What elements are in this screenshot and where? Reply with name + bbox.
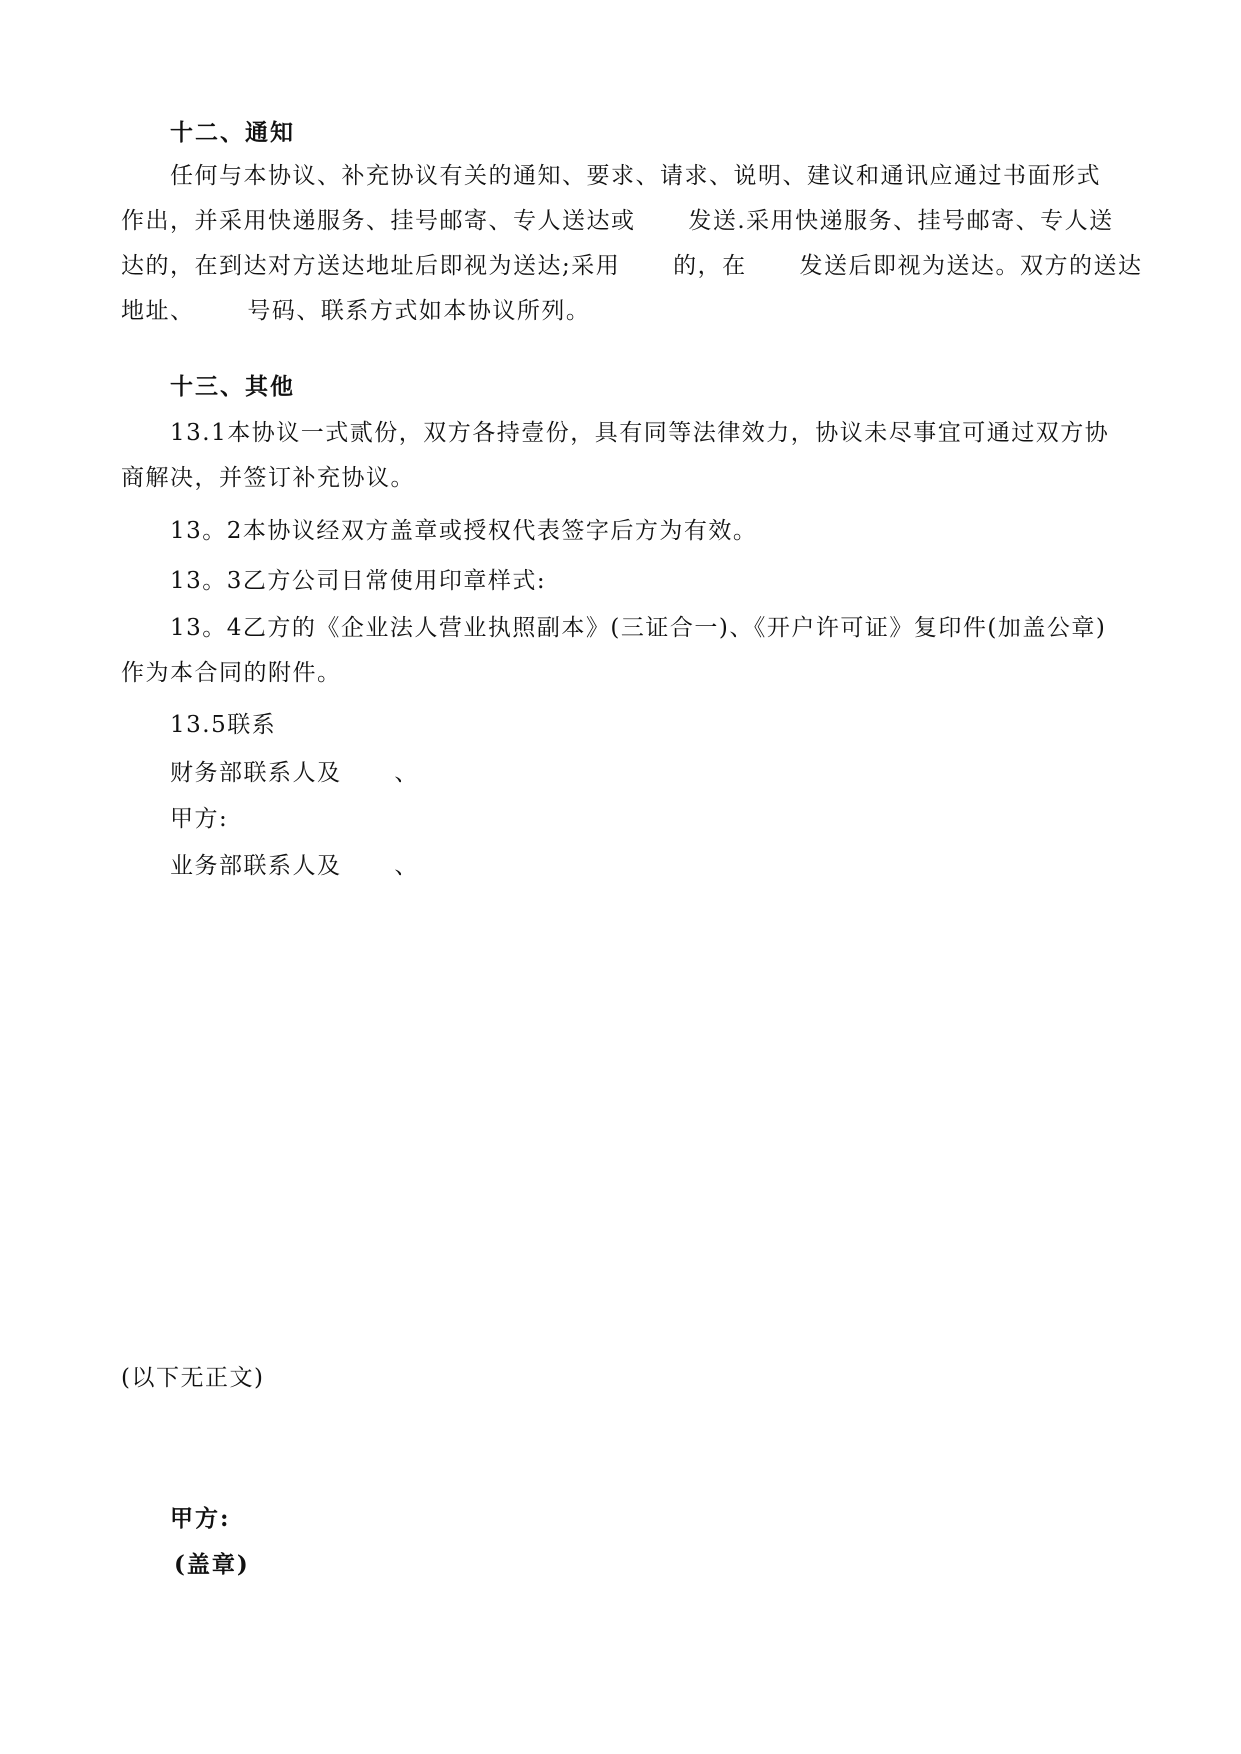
section-12-heading: 十二、通知 [170, 119, 295, 146]
section-12-line-1: 任何与本协议、补充协议有关的通知、要求、请求、说明、建议和通讯应通过书面形式 [170, 163, 1101, 189]
section-13-item-5: 13.5联系 [170, 712, 277, 738]
contact-party-a: 甲方: [170, 806, 229, 832]
section-12-paragraph [121, 154, 1143, 334]
section-13-item-4 [121, 606, 1121, 696]
section-13-item-1 [121, 411, 1121, 501]
item-13-4-line-1: 13。4乙方的《企业法人营业执照副本》(三证合一)、《开户许可证》复印件(加盖公章) [170, 615, 1107, 641]
section-12-line-4: 地址、 号码、联系方式如本协议所列。 [121, 298, 591, 324]
signature-seal: (盖章) [174, 1551, 250, 1578]
contact-finance: 财务部联系人及 、 [170, 760, 419, 786]
section-13-item-2: 13。2本协议经双方盖章或授权代表签字后方为有效。 [170, 518, 758, 544]
item-13-1-line-2: 商解决，并签订补充协议。 [121, 465, 415, 491]
contact-business: 业务部联系人及 、 [170, 853, 419, 879]
section-13-heading: 十三、其他 [170, 373, 295, 400]
end-note: (以下无正文) [121, 1365, 265, 1391]
section-13-item-3: 13。3乙方公司日常使用印章样式: [170, 568, 547, 594]
item-13-4-line-2: 作为本合同的附件。 [121, 660, 342, 686]
item-13-1-line-1: 13.1本协议一式贰份，双方各持壹份，具有同等法律效力，协议未尽事宜可通过双方协 [170, 420, 1110, 446]
signature-party: 甲方: [170, 1505, 231, 1532]
section-12-line-2: 作出，并采用快递服务、挂号邮寄、专人送达或 发送.采用快递服务、挂号邮寄、专人送 [121, 208, 1114, 234]
section-12-line-3: 达的，在到达对方送达地址后即视为送达;采用 的，在 发送后即视为送达。双方的送达 [121, 253, 1143, 279]
